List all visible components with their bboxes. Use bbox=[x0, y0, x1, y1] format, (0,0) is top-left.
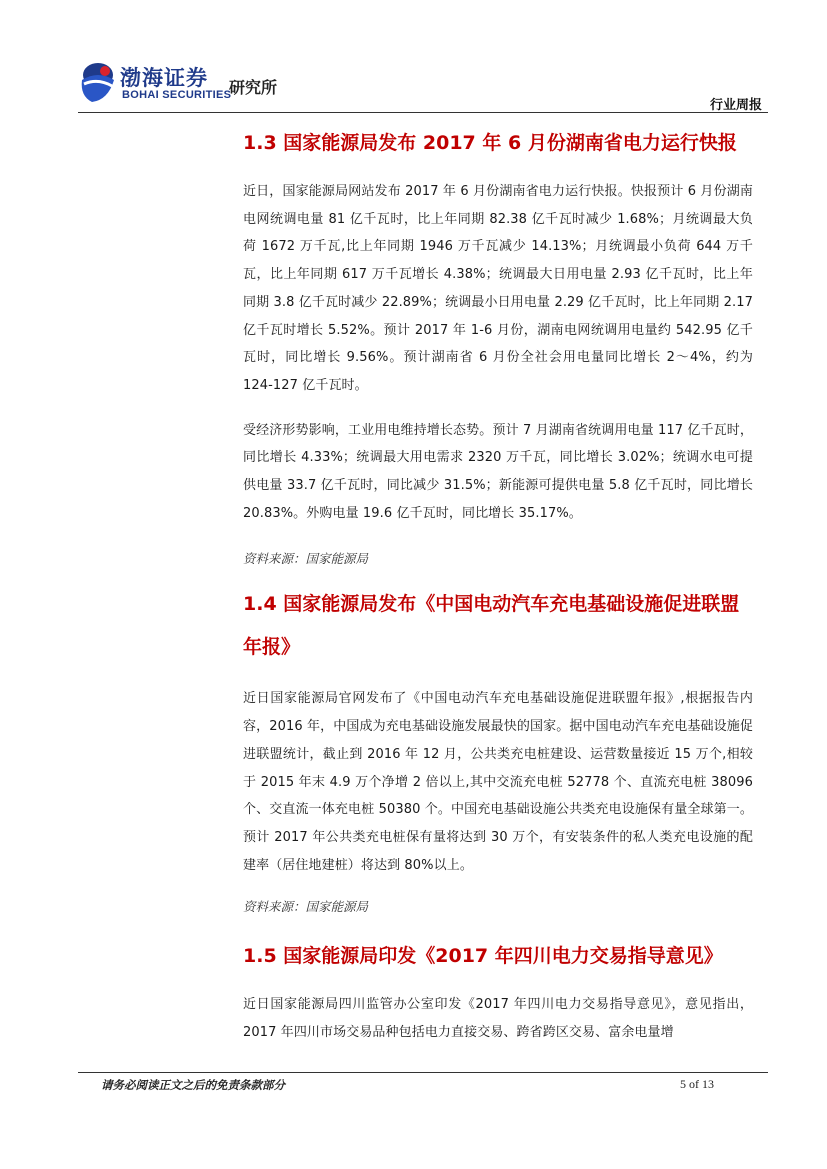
section-title: 1.4 国家能源局发布《中国电动汽车充电基础设施促进联盟年报》 bbox=[243, 593, 740, 659]
paragraph: 受经济形势影响，工业用电维持增长态势。预计 7 月湖南省统调用电量 117 亿千瓦时，同比增长 4.33%；统调最大用电需求 2320 万千瓦，同比增长 3.02%；统调水电可提供电量 33.7 亿千瓦时，同比减少 31.5%；新能源可提供电量 5.8 亿千瓦时，同比增长 20.83%。外购电量 19.6 亿千瓦时，同比增长 35.17%。 bbox=[243, 422, 753, 521]
bohai-logo-icon bbox=[78, 60, 118, 104]
section-title: 1.5 国家能源局印发《2017 年四川电力交易指导意见》 bbox=[243, 945, 723, 968]
page-number: 5 of 13 bbox=[680, 1077, 714, 1091]
source-note: 资料来源：国家能源局 bbox=[243, 551, 369, 567]
paragraph: 近日国家能源局四川监管办公室印发《2017 年四川电力交易指导意见》，意见指出， 2017 年四川市场交易品种包括电力直接交易、跨省跨区交易、富余电量增 bbox=[243, 997, 753, 1041]
source-note: 资料来源：国家能源局 bbox=[243, 899, 369, 915]
paragraph: 近日，国家能源局网站发布 2017 年 6 月份湖南省电力运行快报。快报预计 6 月份湖南电网统调电量 81 亿千瓦时，比上年同期 82.38 亿千瓦时减少 1.68%；月统调最大负荷 1672 万千瓦,比上年同期 1946 万千瓦减少 14.13%；月统调最小负荷 644 万千瓦，比上年同期 617 万千瓦增长 4.38%；统调最大日用电量 2.93 亿千瓦时，比上年同期 3.8 亿千瓦时减少 22.89%；统调最小日用电量 2.29 亿千瓦时，比上年同期 2.17 亿千瓦时增长 5.52%。预计 2017 年 1-6 月份，湖南电网统调用电量约 542.95 亿千瓦时，同比增长 9.56%。预计湖南省 6 月份全社会用电量同比增长 2～4%，约为 124-127 亿千瓦时。 bbox=[243, 184, 753, 393]
brand-name-en: BOHAI SECURITIES bbox=[122, 89, 232, 101]
disclaimer-note: 请务必阅读正文之后的免责条款部分 bbox=[101, 1078, 285, 1092]
document-type: 行业周报 bbox=[709, 98, 762, 113]
page-content bbox=[243, 120, 753, 1047]
paragraph: 近日国家能源局官网发布了《中国电动汽车充电基础设施促进联盟年报》,根据报告内容，2016 年，中国成为充电基础设施发展最快的国家。据中国电动汽车充电基础设施促进联盟统计，截止到 2016 年 12 月，公共类充电桩建设、运营数量接近 15 万个,相较于 2015 年末 4.9 万个净增 2 倍以上,其中交流充电桩 52778 个、直流充电桩 38096 个、交直流一体充电桩 50380 个。中国充电基础设施公共类充电设施保有量全球第一。预计 2017 年公共类充电桩保有量将达到 30 万个，有安装条件的私人类充电设施的配建率（居住地建桩）将达到 80%以上。 bbox=[243, 691, 753, 873]
institute-label: 研究所 bbox=[229, 78, 278, 97]
footer-divider bbox=[78, 1072, 768, 1073]
header-divider bbox=[78, 112, 768, 113]
brand-name-cn: 渤海证券 bbox=[120, 65, 208, 90]
section-title: 1.3 国家能源局发布 2017 年 6 月份湖南省电力运行快报 bbox=[243, 132, 737, 154]
page-header bbox=[78, 58, 768, 114]
